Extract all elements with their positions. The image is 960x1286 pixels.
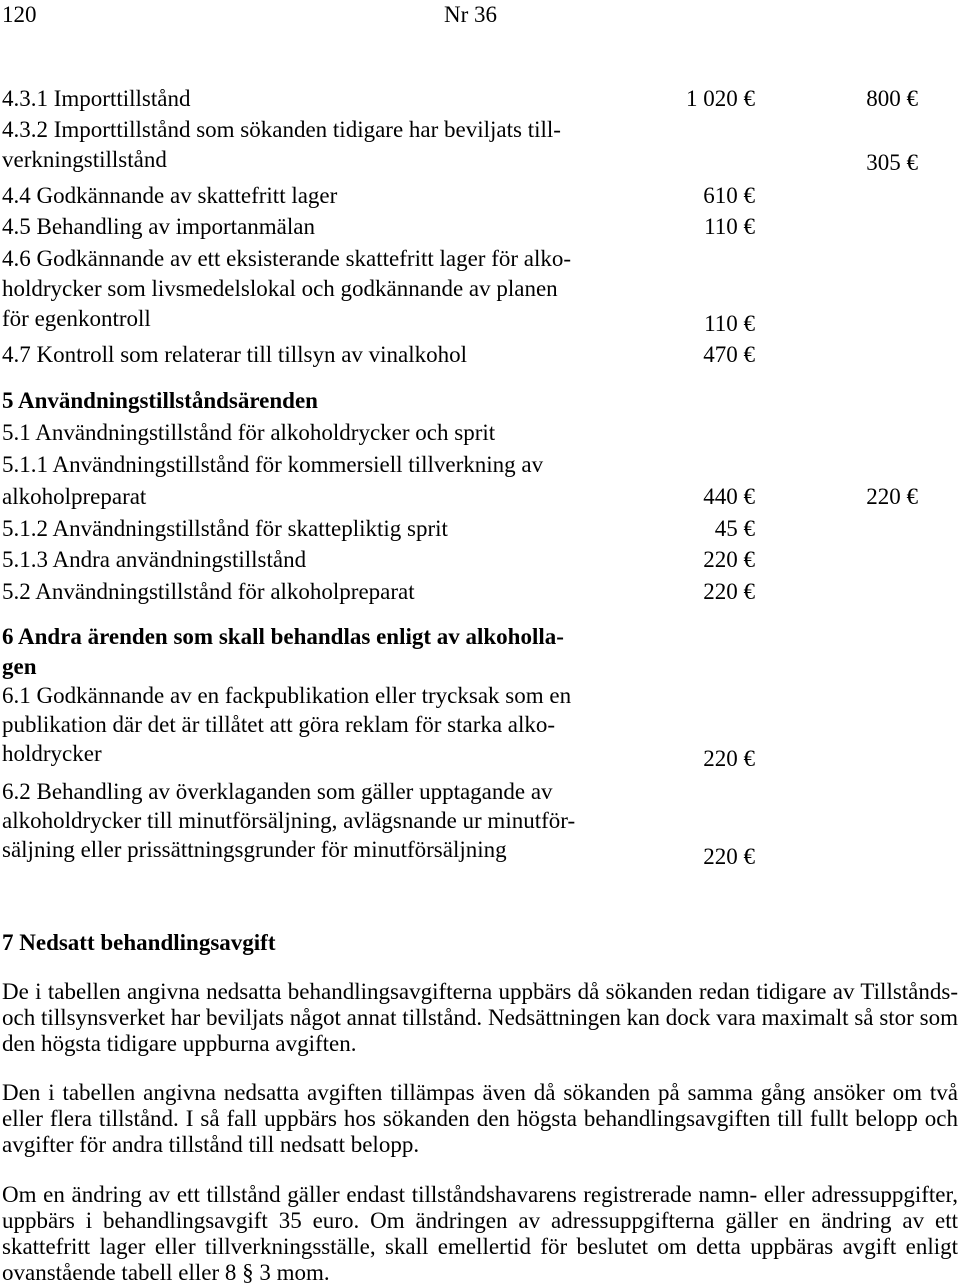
- fee-row-label: 6.1 Godkännande av en fackpublikation eller trycksak som en: [2, 683, 572, 708]
- fee-amount: 220 €: [703, 844, 755, 869]
- fee-row-label: 4.3.1 Importtillstånd: [2, 86, 191, 111]
- fee-row-label: 5.2 Användningstillstånd för alkoholpreparat: [2, 579, 415, 604]
- fee-amount: 470 €: [703, 342, 755, 367]
- fee-row-label: verkningstillstånd: [2, 147, 167, 172]
- section-heading: gen: [2, 654, 37, 679]
- fee-row-label: för egenkontroll: [2, 306, 151, 331]
- fee-amount: 220 €: [703, 746, 755, 771]
- fee-row-label: 5.1.2 Användningstillstånd för skattepliktig sprit: [2, 516, 448, 541]
- fee-row-label: säljning eller prissättningsgrunder för minutförsäljning: [2, 837, 507, 862]
- fee-row-label: 4.6 Godkännande av ett eksisterande skattefritt lager för alko-: [2, 246, 572, 271]
- fee-amount: 610 €: [703, 183, 755, 208]
- fee-amount-reduced: 305 €: [866, 150, 918, 175]
- paragraph: De i tabellen angivna nedsatta behandlingsavgifterna uppbärs då sökanden redan tidigare av Tillstånds- och tillsynsverket har beviljats något annat tillstånd. Nedsättningen kan dock vara maximalt så stor som den högsta tidigare uppburna avgiften.: [2, 979, 958, 1056]
- fee-row-label: 4.3.2 Importtillstånd som sökanden tidigare har beviljats till-: [2, 117, 561, 142]
- fee-amount: 110 €: [704, 311, 755, 336]
- issue-number: Nr 36: [444, 2, 498, 27]
- fee-row-label: holdrycker som livsmedelslokal och godkännande av planen: [2, 276, 558, 301]
- fee-row-label: 4.4 Godkännande av skattefritt lager: [2, 183, 338, 208]
- fee-amount: 45 €: [714, 516, 755, 541]
- fee-amount: 1 020 €: [686, 86, 755, 111]
- fee-amount: 220 €: [703, 547, 755, 572]
- paragraph: Om en ändring av ett tillstånd gäller endast tillståndshavarens registrerade namn- eller adressuppgifter, uppbärs i behandlingsavgift 35 euro. Om ändringen av adressuppgifterna gäller en ändring av ett skattefritt lager eller tillverkningsställe, skall emellertid för beslutet om detta uppbäras avgift enligt ovanstående tabell eller 8 § 3 mom.: [2, 1182, 958, 1285]
- fee-row-label: alkoholdrycker till minutförsäljning, avlägsnande ur minutför-: [2, 808, 576, 833]
- paragraph: Den i tabellen angivna nedsatta avgiften tillämpas även då sökanden på samma gång ansöker om två eller flera tillstånd. I så fall uppbärs hos sökanden den högsta behandlingsavgiften till fullt belopp och avgifter för andra tillstånd till nedsatt belopp.: [2, 1080, 958, 1157]
- fee-amount-reduced: 800 €: [866, 86, 918, 111]
- fee-amount: 110 €: [704, 214, 755, 239]
- fee-amount: 440 €: [703, 484, 755, 509]
- fee-row-label: 4.5 Behandling av importanmälan: [2, 214, 315, 239]
- fee-row-label: publikation där det är tillåtet att göra reklam för starka alko-: [2, 712, 556, 737]
- fee-row-label: 6.2 Behandling av överklaganden som gäller upptagande av: [2, 779, 553, 804]
- fee-amount: 220 €: [703, 579, 755, 604]
- section-heading: 7 Nedsatt behandlingsavgift: [2, 930, 276, 955]
- fee-row-label: 5.1.3 Andra användningstillstånd: [2, 547, 307, 572]
- fee-row-label: holdrycker: [2, 741, 102, 766]
- fee-row-label: 4.7 Kontroll som relaterar till tillsyn av vinalkohol: [2, 342, 468, 367]
- fee-amount-reduced: 220 €: [866, 484, 918, 509]
- subsection-label: 5.1 Användningstillstånd för alkoholdrycker och sprit: [2, 420, 496, 445]
- section-heading: 5 Användningstillståndsärenden: [2, 388, 318, 413]
- section-heading: 6 Andra ärenden som skall behandlas enligt av alkoholla-: [2, 624, 564, 649]
- page-number: 120: [2, 2, 37, 27]
- fee-row-label: 5.1.1 Användningstillstånd för kommersiell tillverkning av: [2, 452, 544, 477]
- fee-row-label: alkoholpreparat: [2, 484, 147, 509]
